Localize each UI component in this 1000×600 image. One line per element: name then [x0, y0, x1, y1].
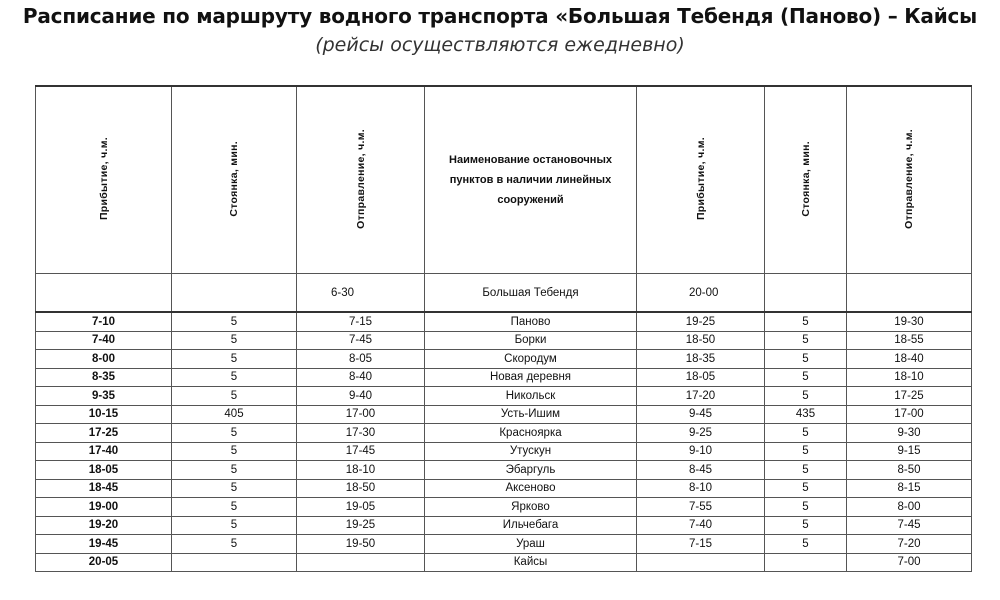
- arrival-right-cell: 9-45: [637, 405, 765, 424]
- departure-left-cell: 19-05: [297, 498, 425, 517]
- arrival-left-cell: 18-05: [36, 461, 172, 480]
- header-departure-right: [847, 86, 972, 274]
- stay-left-cell: 5: [172, 312, 297, 331]
- arrival-left-cell: 8-35: [36, 368, 172, 387]
- header-arrival-right-label: Прибытие, ч.м.: [694, 136, 707, 221]
- departure-right-cell: 17-25: [847, 387, 972, 406]
- stay-left-cell: 5: [172, 350, 297, 369]
- stay-right-cell: 5: [765, 331, 847, 350]
- departure-left-cell: 6-30: [297, 274, 425, 313]
- arrival-left-cell: 17-25: [36, 424, 172, 443]
- arrival-right-cell: 18-05: [637, 368, 765, 387]
- departure-right-cell: 8-50: [847, 461, 972, 480]
- header-departure-left-label: Отправление, ч.м.: [354, 128, 367, 229]
- stay-right-cell: 5: [765, 424, 847, 443]
- arrival-right-cell: 20-00: [637, 274, 765, 313]
- stay-right-cell: 5: [765, 350, 847, 369]
- arrival-right-cell: 18-50: [637, 331, 765, 350]
- stay-right-cell: 5: [765, 312, 847, 331]
- stay-left-cell: 5: [172, 424, 297, 443]
- arrival-right-cell: 8-10: [637, 479, 765, 498]
- arrival-right-cell: 17-20: [637, 387, 765, 406]
- table-row: [36, 424, 972, 443]
- arrival-left-cell: 7-10: [36, 312, 172, 331]
- arrival-right-cell: 7-15: [637, 535, 765, 554]
- stop-name-cell: Никольск: [425, 387, 637, 406]
- page-subtitle: (рейсы осуществляются ежедневно): [315, 34, 685, 56]
- departure-right-cell: 7-45: [847, 516, 972, 535]
- arrival-right-cell: 19-25: [637, 312, 765, 331]
- table-row: [36, 498, 972, 517]
- departure-right-cell: 19-30: [847, 312, 972, 331]
- arrival-right-cell: 7-55: [637, 498, 765, 517]
- stay-left-cell: 405: [172, 405, 297, 424]
- departure-right-cell: 18-40: [847, 350, 972, 369]
- table-row: [36, 442, 972, 461]
- table-row: [36, 461, 972, 480]
- stay-left-cell: 5: [172, 535, 297, 554]
- table-row: [36, 368, 972, 387]
- arrival-left-cell: 20-05: [36, 553, 172, 572]
- departure-left-cell: 17-45: [297, 442, 425, 461]
- departure-right-cell: [847, 274, 972, 313]
- schedule-body: [36, 274, 972, 572]
- header-row: [36, 86, 972, 274]
- header-stay-right: [765, 86, 847, 274]
- arrival-right-cell: 9-25: [637, 424, 765, 443]
- header-arrival-left: [36, 86, 172, 274]
- departure-left-cell: 19-25: [297, 516, 425, 535]
- arrival-left-cell: 7-40: [36, 331, 172, 350]
- departure-left-cell: 7-45: [297, 331, 425, 350]
- stay-right-cell: [765, 274, 847, 313]
- departure-left-cell: 8-05: [297, 350, 425, 369]
- departure-right-cell: 7-20: [847, 535, 972, 554]
- stay-right-cell: 5: [765, 387, 847, 406]
- arrival-left-cell: 19-00: [36, 498, 172, 517]
- stop-name-cell: Борки: [425, 331, 637, 350]
- departure-left-cell: 19-50: [297, 535, 425, 554]
- header-arrival-left-label: Прибытие, ч.м.: [97, 136, 110, 221]
- table-row: [36, 350, 972, 369]
- stop-name-cell: Эбаргуль: [425, 461, 637, 480]
- departure-left-cell: 18-50: [297, 479, 425, 498]
- table-row: [36, 387, 972, 406]
- arrival-left-cell: 10-15: [36, 405, 172, 424]
- table-row: [36, 553, 972, 572]
- departure-right-cell: 18-10: [847, 368, 972, 387]
- stay-left-cell: [172, 553, 297, 572]
- stay-left-cell: 5: [172, 479, 297, 498]
- table-row: [36, 312, 972, 331]
- schedule-table: [35, 85, 972, 572]
- departure-right-cell: 7-00: [847, 553, 972, 572]
- stay-left-cell: 5: [172, 461, 297, 480]
- header-stay-left-label: Стоянка, мин.: [228, 140, 240, 217]
- departure-left-cell: 17-30: [297, 424, 425, 443]
- departure-left-cell: [297, 553, 425, 572]
- arrival-left-cell: 18-45: [36, 479, 172, 498]
- stay-left-cell: 5: [172, 516, 297, 535]
- stay-right-cell: 5: [765, 479, 847, 498]
- stay-left-cell: 5: [172, 331, 297, 350]
- stay-right-cell: 5: [765, 498, 847, 517]
- arrival-right-cell: 7-40: [637, 516, 765, 535]
- stop-name-cell: Аксеново: [425, 479, 637, 498]
- stop-name-cell: Большая Тебендя: [425, 274, 637, 313]
- arrival-right-cell: 8-45: [637, 461, 765, 480]
- arrival-right-cell: [637, 553, 765, 572]
- stay-right-cell: 5: [765, 516, 847, 535]
- stay-right-cell: 5: [765, 535, 847, 554]
- departure-left-cell: 18-10: [297, 461, 425, 480]
- arrival-left-cell: 19-20: [36, 516, 172, 535]
- stay-right-cell: 5: [765, 461, 847, 480]
- departure-left-cell: 7-15: [297, 312, 425, 331]
- stop-name-cell: Ильчебага: [425, 516, 637, 535]
- stop-name-cell: Ураш: [425, 535, 637, 554]
- departure-right-cell: 9-30: [847, 424, 972, 443]
- header-stop-name: [425, 86, 637, 274]
- header-departure-right-label: Отправление, ч.м.: [903, 128, 915, 229]
- arrival-left-cell: [36, 274, 172, 313]
- arrival-left-cell: 19-45: [36, 535, 172, 554]
- stop-name-cell: Кайсы: [425, 553, 637, 572]
- header-arrival-right: [637, 86, 765, 274]
- stay-right-cell: [765, 553, 847, 572]
- stay-left-cell: 5: [172, 368, 297, 387]
- header-departure-left: [297, 86, 425, 274]
- stay-left-cell: 5: [172, 387, 297, 406]
- arrival-left-cell: 9-35: [36, 387, 172, 406]
- table-row: [36, 331, 972, 350]
- arrival-left-cell: 8-00: [36, 350, 172, 369]
- stop-name-cell: Паново: [425, 312, 637, 331]
- stop-name-cell: Скородум: [425, 350, 637, 369]
- header-stay-right-label: Стоянка, мин.: [799, 140, 812, 217]
- stop-name-cell: Новая деревня: [425, 368, 637, 387]
- arrival-left-cell: 17-40: [36, 442, 172, 461]
- stay-left-cell: [172, 274, 297, 313]
- stay-right-cell: 5: [765, 442, 847, 461]
- departure-left-cell: 9-40: [297, 387, 425, 406]
- stay-right-cell: 5: [765, 368, 847, 387]
- stop-name-cell: Усть-Ишим: [425, 405, 637, 424]
- table-row: [36, 535, 972, 554]
- departure-right-cell: 17-00: [847, 405, 972, 424]
- header-stop-name-label: Наименование остановочных пунктов в наличии линейных сооружений: [449, 154, 612, 206]
- table-row: [36, 479, 972, 498]
- page-title: Расписание по маршруту водного транспорта «Большая Тебендя (Паново) – Кайсы: [22, 4, 978, 28]
- stop-name-cell: Ярково: [425, 498, 637, 517]
- departure-right-cell: 8-00: [847, 498, 972, 517]
- table-row: [36, 274, 972, 313]
- departure-right-cell: 18-55: [847, 331, 972, 350]
- departure-left-cell: 17-00: [297, 405, 425, 424]
- stop-name-cell: Красноярка: [425, 424, 637, 443]
- arrival-right-cell: 18-35: [637, 350, 765, 369]
- departure-right-cell: 8-15: [847, 479, 972, 498]
- departure-right-cell: 9-15: [847, 442, 972, 461]
- table-row: [36, 405, 972, 424]
- stay-left-cell: 5: [172, 498, 297, 517]
- header-stay-left: [172, 86, 297, 274]
- departure-left-cell: 8-40: [297, 368, 425, 387]
- arrival-right-cell: 9-10: [637, 442, 765, 461]
- table-row: [36, 516, 972, 535]
- stop-name-cell: Утускун: [425, 442, 637, 461]
- stay-right-cell: 435: [765, 405, 847, 424]
- stay-left-cell: 5: [172, 442, 297, 461]
